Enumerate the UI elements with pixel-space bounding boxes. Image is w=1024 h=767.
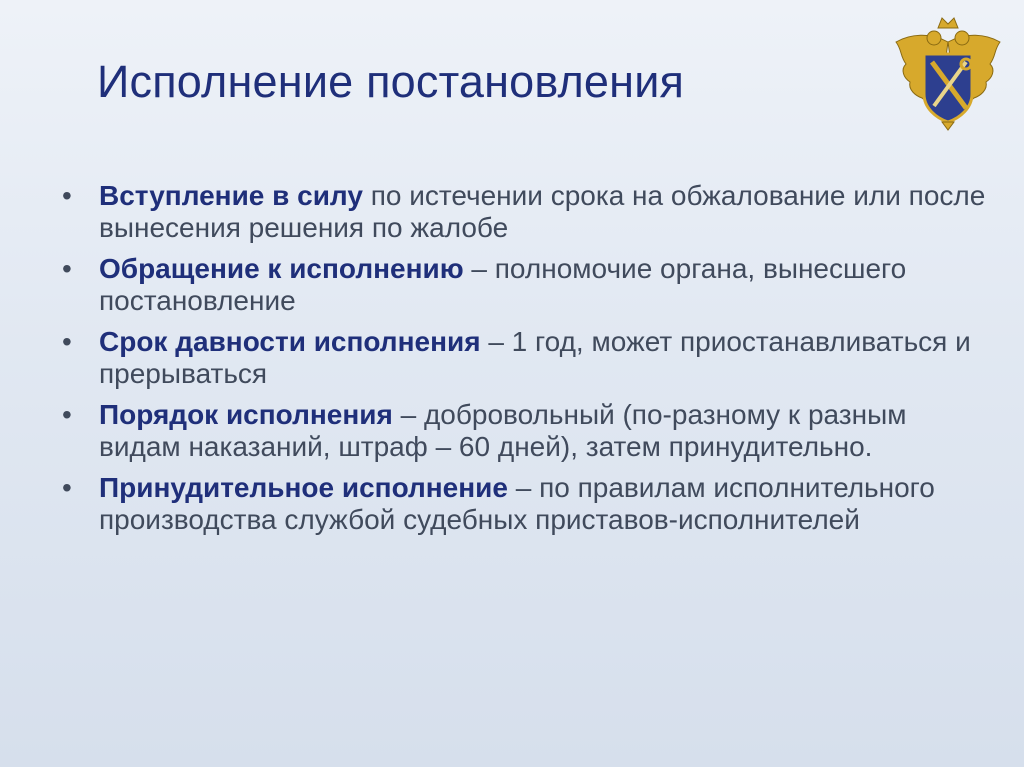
bullet-body-text: – по правилам исполнительного производства службой судебных приставов-исполнителей [99, 472, 935, 535]
bullet-body-text: – 1 год, может приостанавливаться и прерываться [99, 326, 971, 389]
bullet-item [62, 180, 992, 244]
bullet-body-text: – полномочие органа, вынесшего постановление [99, 253, 907, 316]
bullet-item [62, 253, 992, 317]
bullet-body-text: по истечении срока на обжалование или после вынесения решения по жалобе [99, 180, 986, 243]
bullet-body-text: – добровольный (по-разному к разным видам наказаний, штраф – 60 дней), затем принудительно. [99, 399, 907, 462]
bullet-item [62, 472, 992, 536]
slide-title: Исполнение постановления [97, 56, 685, 107]
bullet-item [62, 326, 992, 390]
bullet-marker: • [62, 253, 72, 284]
bullet-bold-text: Вступление в силу [99, 180, 363, 211]
bullet-marker: • [62, 399, 72, 430]
bullet-bold-text: Обращение к исполнению [99, 253, 464, 284]
bullet-bold-text: Порядок исполнения [99, 399, 393, 430]
bullet-list [62, 180, 992, 545]
bullet-bold-text: Принудительное исполнение [99, 472, 508, 503]
bullet-marker: • [62, 472, 72, 503]
bullet-marker: • [62, 180, 72, 211]
bullet-bold-text: Срок давности исполнения [99, 326, 481, 357]
emblem-icon [890, 12, 1006, 132]
bullet-item [62, 399, 992, 463]
bullet-marker: • [62, 326, 72, 357]
